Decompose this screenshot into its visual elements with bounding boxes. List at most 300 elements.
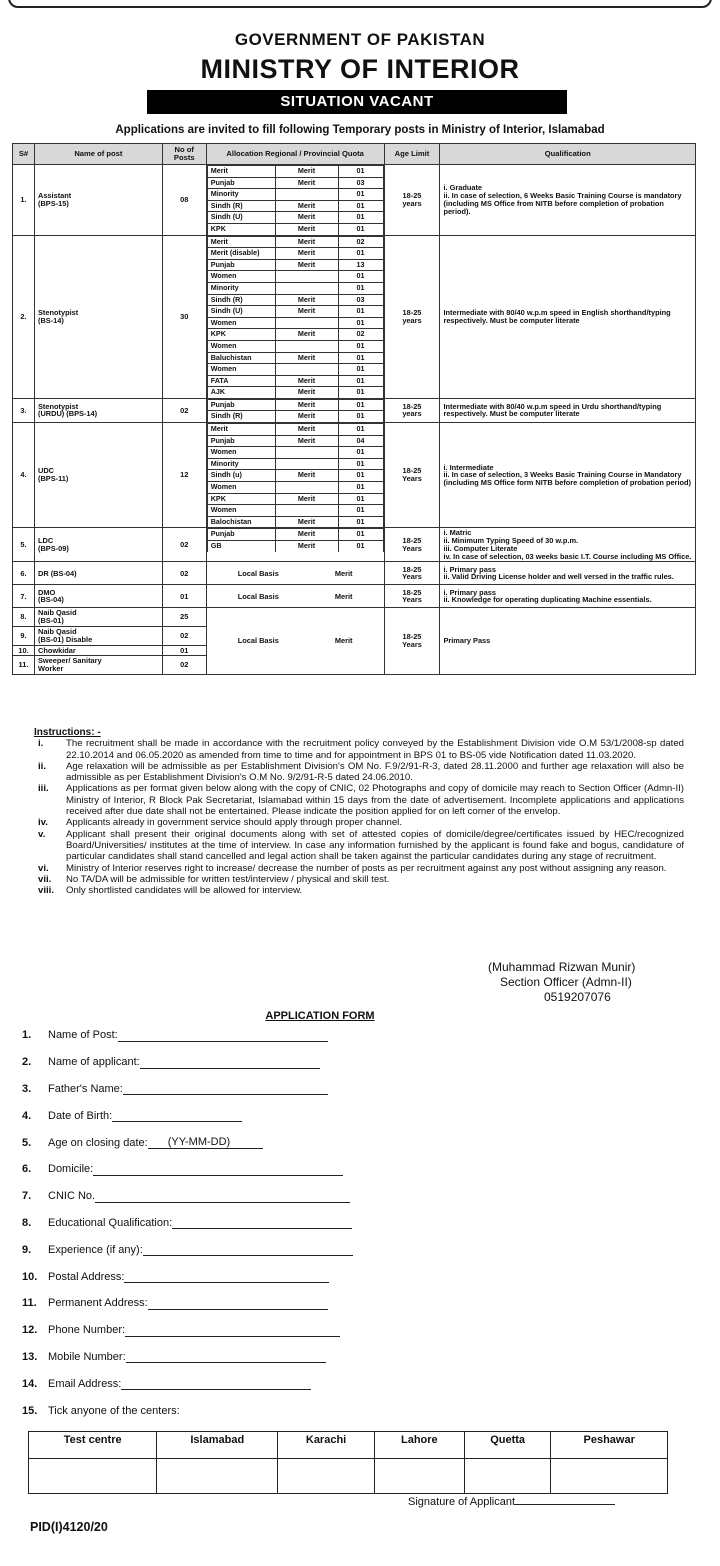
- quota-count: 01: [338, 482, 383, 494]
- form-field-number: 15.: [22, 1404, 38, 1417]
- post-name: LDC: [37, 536, 54, 546]
- qualification-list: [443, 309, 692, 325]
- instruction-text: Applicants already in government service should apply through proper channel.: [66, 817, 402, 829]
- quota-table: [207, 423, 384, 527]
- post-scale: (BS-14): [37, 315, 64, 325]
- qualification-list: [443, 184, 692, 215]
- intro-text: Applications are invited to fill following Temporary posts in Ministry of Interior, Islamabad: [115, 124, 605, 136]
- header-allocation: Allocation Regional / Provincial Quota: [206, 144, 384, 165]
- row-posts: 01: [162, 645, 206, 656]
- row-sno: 11.: [13, 656, 35, 675]
- quota-count: 03: [338, 177, 383, 189]
- row-post-name: [34, 423, 162, 528]
- quota-count: 01: [338, 541, 383, 552]
- row-allocation: [206, 528, 384, 562]
- quota-row: [207, 166, 383, 178]
- quota-row: [207, 259, 383, 271]
- header-qualification: Qualification: [440, 144, 696, 165]
- post-name: Sweeper/ Sanitary: [37, 656, 102, 666]
- table-row: [13, 423, 696, 528]
- signatory-name: (Muhammad Rizwan Munir): [488, 960, 636, 974]
- quota-table: [207, 236, 384, 398]
- form-field-label: Phone Number:: [48, 1324, 126, 1337]
- signature-label: Signature of Applicant: [408, 1496, 516, 1508]
- post-scale: (BS-04): [37, 595, 64, 605]
- form-field-input-line[interactable]: [125, 1324, 340, 1337]
- instruction-number: v.: [38, 828, 46, 840]
- quota-region: Women: [207, 482, 275, 494]
- quota-region: Minority: [207, 282, 275, 294]
- form-field-number: 12.: [22, 1324, 38, 1337]
- row-sno: 3.: [13, 398, 35, 422]
- quota-basis: Merit: [275, 166, 338, 178]
- row-age: [384, 165, 440, 236]
- quota-count: 01: [338, 189, 383, 201]
- row-age: [384, 423, 440, 528]
- post-scale: (BS-01) Disable: [37, 634, 93, 644]
- form-field-input-line[interactable]: [93, 1163, 343, 1176]
- quota-row: [207, 212, 383, 224]
- form-field-input-line[interactable]: [172, 1216, 352, 1229]
- quota-table: [207, 528, 384, 551]
- allocation-merit: Merit: [334, 636, 353, 646]
- form-field: [22, 1076, 662, 1103]
- table-row: [13, 235, 696, 398]
- quota-row: [207, 340, 383, 352]
- row-posts: 02: [162, 562, 206, 585]
- form-field: [22, 1317, 662, 1344]
- form-field-label: Age on closing date:: [48, 1136, 148, 1149]
- quota-count: 01: [338, 505, 383, 517]
- row-post-name: [34, 562, 162, 585]
- age-unit: Years: [402, 543, 422, 553]
- quota-region: Sindh (R): [207, 294, 275, 306]
- form-field-label: Domicile:: [48, 1163, 94, 1176]
- form-field-input-line[interactable]: [124, 1270, 329, 1283]
- quota-basis: Merit: [275, 329, 338, 341]
- row-post-name: [34, 528, 162, 562]
- qualification-list: [443, 589, 692, 605]
- quota-basis: Merit: [275, 516, 338, 527]
- quota-basis: Merit: [275, 424, 338, 436]
- centre-lahore[interactable]: Lahore: [374, 1432, 464, 1459]
- quota-basis: Merit: [275, 387, 338, 398]
- government-heading: GOVERNMENT OF PAKISTAN: [234, 30, 486, 49]
- form-field-label: Name of Post:: [48, 1029, 118, 1042]
- form-field-input-line[interactable]: [148, 1297, 328, 1310]
- instruction-text: The recruitment shall be made in accordance with the recruitment policy conveyed by the Establishment Division vide O.M 53/1/2008-sp dated 22.10.2014 and 06.05.2020 as amended from time to time and for appointment in BPS 01 to BS-05 vide Notification dated 11.03.2020.: [66, 738, 684, 761]
- instruction-number: viii.: [38, 885, 54, 897]
- row-sno: 7.: [13, 585, 35, 608]
- instruction-item: [34, 783, 684, 817]
- quota-count: 01: [338, 387, 383, 398]
- quota-region: AJK: [207, 387, 275, 398]
- quota-basis: Merit: [275, 411, 338, 422]
- qualification-item: ii. Knowledge for operating duplicating Machine essentials.: [443, 595, 652, 605]
- centre-islamabad[interactable]: Islamabad: [157, 1432, 278, 1459]
- form-field: [22, 1344, 662, 1371]
- quota-region: Punjab: [207, 529, 275, 541]
- quota-basis: Merit: [275, 529, 338, 541]
- form-field-input-line[interactable]: [123, 1082, 328, 1095]
- form-field: [22, 1129, 662, 1156]
- quota-basis: Merit: [275, 493, 338, 505]
- qualification-list: [443, 566, 692, 582]
- quota-row: [207, 236, 383, 248]
- quota-count: 01: [338, 271, 383, 283]
- row-age: [384, 585, 440, 608]
- instruction-number: iii.: [38, 783, 49, 795]
- quota-basis: Merit: [275, 236, 338, 248]
- form-field-label: Tick anyone of the centers:: [48, 1404, 180, 1417]
- age-unit: Years: [402, 474, 422, 484]
- quota-region: Merit: [207, 236, 275, 248]
- quota-count: 01: [338, 447, 383, 459]
- quota-basis: [275, 505, 338, 517]
- form-field: [22, 1236, 662, 1263]
- quota-row: [207, 282, 383, 294]
- form-field-number: 13.: [22, 1350, 38, 1363]
- quota-count: 01: [338, 375, 383, 387]
- quota-row: [207, 516, 383, 527]
- row-allocation: [206, 423, 384, 528]
- quota-region: Women: [207, 340, 275, 352]
- table-row: [13, 528, 696, 562]
- header-age: Age Limit: [384, 144, 440, 165]
- qualification-item: ii. Minimum Typing Speed of 30 w.p.m.: [443, 536, 579, 546]
- signatory-designation: Section Officer (Admn-II): [500, 975, 632, 989]
- quota-basis: Merit: [275, 352, 338, 364]
- row-posts: 02: [162, 528, 206, 562]
- quota-row: [207, 177, 383, 189]
- form-field-input-line[interactable]: [126, 1350, 326, 1363]
- form-field-label: Father's Name:: [48, 1082, 123, 1095]
- quota-count: 01: [338, 424, 383, 436]
- quota-row: [207, 387, 383, 398]
- post-name: Naib Qasid: [37, 627, 77, 636]
- row-post-name: [34, 627, 162, 646]
- qualification-list: [443, 464, 692, 487]
- qualification-item: ii. In case of selection, 3 Weeks Basic Training Course in Mandatory (including MS Office form NITB before completion of probation period): [443, 470, 692, 488]
- quota-region: Women: [207, 364, 275, 376]
- quota-row: [207, 505, 383, 517]
- row-qualification: [440, 423, 696, 528]
- quota-region: KPK: [207, 493, 275, 505]
- row-allocation: [206, 165, 384, 236]
- application-form-title: APPLICATION FORM: [265, 1010, 375, 1022]
- table-row: [13, 398, 696, 422]
- qualification-item: ii. Valid Driving License holder and well versed in the traffic rules.: [443, 572, 674, 582]
- quota-row: [207, 375, 383, 387]
- application-form: [22, 1022, 662, 1424]
- quota-region: Sindh (R): [207, 200, 275, 212]
- centre-tick-box[interactable]: [464, 1459, 551, 1494]
- signatory-phone: 0519207076: [544, 990, 611, 1004]
- centre-peshawar[interactable]: Peshawar: [551, 1432, 668, 1459]
- form-field-label: CNIC No.: [48, 1190, 96, 1203]
- situation-vacant-banner: SITUATION VACANT: [147, 90, 567, 114]
- age-unit: years: [402, 315, 422, 325]
- form-field-number: 1.: [22, 1029, 32, 1042]
- instruction-number: i.: [38, 738, 44, 750]
- post-scale: (BPS-15): [37, 198, 69, 208]
- row-post-name: [34, 645, 162, 656]
- quota-region: Punjab: [207, 399, 275, 411]
- post-scale: (BS-01): [37, 616, 64, 626]
- row-sno: 4.: [13, 423, 35, 528]
- post-name: Chowkidar: [37, 645, 76, 655]
- form-field-label: Experience (if any):: [48, 1243, 143, 1256]
- table-row: [13, 165, 696, 236]
- form-field-number: 11.: [22, 1297, 37, 1310]
- form-field: [22, 1210, 662, 1237]
- quota-basis: Merit: [275, 306, 338, 318]
- centre-test-centre: Test centre: [29, 1432, 157, 1459]
- quota-basis: Merit: [275, 177, 338, 189]
- form-field-label: Name of applicant:: [48, 1056, 140, 1069]
- quota-count: 01: [338, 282, 383, 294]
- row-posts: 01: [162, 585, 206, 608]
- row-post-name: [34, 235, 162, 398]
- age-range: 18-25: [402, 307, 422, 317]
- ministry-heading: MINISTRY OF INTERIOR: [200, 54, 520, 84]
- row-age: [384, 528, 440, 562]
- quota-count: 01: [338, 212, 383, 224]
- form-field-number: 3.: [22, 1082, 32, 1095]
- form-field-input-line[interactable]: [121, 1377, 311, 1390]
- quota-basis: [275, 189, 338, 201]
- quota-region: Sindh (U): [207, 212, 275, 224]
- instruction-item: [34, 817, 684, 828]
- centre-tick-box[interactable]: [374, 1459, 464, 1494]
- table-row: [13, 585, 696, 608]
- instruction-number: iv.: [38, 817, 48, 829]
- quota-row: [207, 493, 383, 505]
- quota-basis: Merit: [275, 200, 338, 212]
- age-range: 18-25: [402, 632, 422, 642]
- page-border: [8, 0, 712, 8]
- form-field-input-line[interactable]: [95, 1190, 350, 1203]
- quota-row: [207, 189, 383, 201]
- quota-count: 01: [338, 306, 383, 318]
- centre-karachi[interactable]: Karachi: [278, 1432, 375, 1459]
- form-field: [22, 1263, 662, 1290]
- post-scale: (URDU) (BPS-14): [37, 409, 98, 419]
- quota-row: [207, 317, 383, 329]
- post-name: UDC: [37, 466, 54, 476]
- instruction-text: Applicant shall present their original documents along with set of attested copies of domicile/degree/certificates issued by HEC/recognized Board/Universities/ institutes at the time of interview. In case any information furnished by the applicant is found fake and bogus, candidature of particular candidates shall stand cancelled and legal action shall be taken against the particular candidates during any stage of recruitment.: [66, 828, 684, 863]
- row-post-name: [34, 656, 162, 675]
- instruction-text: Applications as per format given below along with the copy of CNIC, 02 Photographs and copy of domicile may reach to Section Officer (Admn-II) Ministry of Interior, R Block Pak Secretariat, Islamabad within 15 days from the date of advertisement. Incomplete applications and applications received after due date shall not be entertained. Please indicate the position applied for on left corner of the envelop.: [66, 783, 684, 818]
- quota-count: 01: [338, 364, 383, 376]
- quota-count: 01: [338, 399, 383, 411]
- allocation-merit: Merit: [334, 591, 353, 601]
- row-qualification: [440, 562, 696, 585]
- quota-count: 01: [338, 470, 383, 482]
- qualification-item: iii. Computer Literate: [443, 543, 518, 553]
- quota-basis: [275, 340, 338, 352]
- row-posts: 02: [162, 656, 206, 675]
- quota-region: Minority: [207, 458, 275, 470]
- quota-region: GB: [207, 541, 275, 552]
- form-field: [22, 1102, 662, 1129]
- quota-table: [207, 399, 384, 422]
- quota-region: Sindh (R): [207, 411, 275, 422]
- qualification-item: i. Intermediate: [443, 462, 494, 472]
- quota-count: 01: [338, 317, 383, 329]
- form-field-input-line[interactable]: [112, 1109, 242, 1122]
- quota-region: Sindh (U): [207, 306, 275, 318]
- instruction-number: vi.: [38, 862, 49, 874]
- row-posts: 12: [162, 423, 206, 528]
- row-posts: 25: [162, 608, 206, 627]
- quota-basis: Merit: [275, 259, 338, 271]
- form-field: [22, 1049, 662, 1076]
- row-sno: 5.: [13, 528, 35, 562]
- quota-row: [207, 248, 383, 260]
- quota-count: 01: [338, 340, 383, 352]
- form-field-number: 6.: [22, 1163, 32, 1176]
- form-field-value[interactable]: (YY-MM-DD): [148, 1136, 263, 1149]
- quota-count: 04: [338, 435, 383, 447]
- age-range: 18-25: [402, 401, 422, 411]
- age-range: 18-25: [402, 191, 422, 201]
- centre-tick-box[interactable]: [157, 1459, 278, 1494]
- row-qualification: [440, 585, 696, 608]
- table-header-row: [13, 144, 696, 165]
- form-field-number: 8.: [22, 1216, 32, 1229]
- form-field-number: 5.: [22, 1136, 32, 1149]
- form-field-label: Mobile Number:: [48, 1350, 126, 1363]
- instructions-title: Instructions: -: [34, 727, 101, 738]
- instruction-item: [34, 738, 684, 761]
- form-field: [22, 1022, 662, 1049]
- centre-tick-box[interactable]: [278, 1459, 375, 1494]
- quota-row: [207, 529, 383, 541]
- quota-region: KPK: [207, 223, 275, 234]
- form-field-label: Educational Qualification:: [48, 1216, 173, 1229]
- quota-region: Women: [207, 447, 275, 459]
- quota-basis: [275, 271, 338, 283]
- form-field-number: 10.: [22, 1270, 38, 1283]
- test-centre-table: [28, 1431, 668, 1494]
- age-unit: Years: [402, 595, 422, 605]
- form-field-input-line[interactable]: [143, 1243, 353, 1256]
- quota-count: 01: [338, 223, 383, 234]
- row-age: [384, 235, 440, 398]
- qualification-item: i. Graduate: [443, 183, 483, 193]
- signatory-block: [488, 960, 635, 1005]
- form-field-input-line[interactable]: [140, 1056, 320, 1069]
- age-unit: years: [402, 198, 422, 208]
- quota-basis: Merit: [275, 248, 338, 260]
- quota-region: Balochistan: [207, 516, 275, 527]
- form-field: [22, 1156, 662, 1183]
- qualification-item: i. Primary pass: [443, 587, 497, 597]
- row-allocation: [206, 235, 384, 398]
- instruction-text: No TA/DA will be admissible for written test/interview / physical and skill test.: [66, 873, 390, 885]
- quota-row: [207, 411, 383, 422]
- post-scale: Worker: [37, 664, 64, 674]
- quota-row: [207, 470, 383, 482]
- instruction-text: Ministry of Interior reserves right to increase/ decrease the number of posts as per recruitment against any post without assigning any reason.: [66, 862, 667, 874]
- form-field-number: 7.: [22, 1190, 32, 1203]
- post-name: DMO: [37, 587, 56, 597]
- row-qualification: Primary Pass: [440, 608, 696, 674]
- quota-basis: Merit: [275, 470, 338, 482]
- header-sno: S#: [13, 144, 35, 165]
- row-posts: 08: [162, 165, 206, 236]
- instruction-item: [34, 829, 684, 863]
- row-allocation: [206, 585, 384, 608]
- row-posts: 30: [162, 235, 206, 398]
- quota-row: [207, 200, 383, 212]
- row-posts: 02: [162, 398, 206, 422]
- post-name: Stenotypist: [37, 307, 79, 317]
- row-sno: 8.: [13, 608, 35, 627]
- instruction-item: [34, 874, 684, 885]
- quota-region: Women: [207, 317, 275, 329]
- quota-region: Punjab: [207, 177, 275, 189]
- row-age: [384, 398, 440, 422]
- signature-of-applicant: [408, 1492, 615, 1508]
- qualification-item: Intermediate with 80/40 w.p.m speed in English shorthand/typing respectively. Must be computer literate: [443, 307, 671, 325]
- quota-row: [207, 482, 383, 494]
- quota-region: Merit: [207, 424, 275, 436]
- quota-region: Merit: [207, 166, 275, 178]
- quota-basis: [275, 282, 338, 294]
- quota-region: Women: [207, 505, 275, 517]
- quota-count: 01: [338, 493, 383, 505]
- quota-basis: Merit: [275, 399, 338, 411]
- age-unit: Years: [402, 640, 422, 650]
- centre-quetta[interactable]: Quetta: [464, 1432, 551, 1459]
- signature-line[interactable]: [515, 1492, 615, 1505]
- age-range: 18-25: [402, 536, 422, 546]
- form-field: [22, 1397, 662, 1424]
- quota-row: [207, 424, 383, 436]
- quota-basis: Merit: [275, 212, 338, 224]
- form-field-input-line[interactable]: [118, 1029, 328, 1042]
- quota-count: 03: [338, 294, 383, 306]
- header-posts: No of Posts: [162, 144, 206, 165]
- quota-basis: Merit: [275, 223, 338, 234]
- header-name: Name of post: [34, 144, 162, 165]
- quota-count: 02: [338, 236, 383, 248]
- quota-basis: [275, 447, 338, 459]
- qualification-item: Intermediate with 80/40 w.p.m speed in Urdu shorthand/typing respectively. Must be computer literate: [443, 401, 662, 419]
- table-row: [13, 608, 696, 627]
- quota-region: Punjab: [207, 435, 275, 447]
- quota-basis: Merit: [275, 375, 338, 387]
- post-name: Assistant: [37, 191, 72, 201]
- quota-basis: Merit: [275, 541, 338, 552]
- allocation-local: Local Basis: [237, 568, 279, 578]
- qualification-item: iv. In case of selection, 03 weeks basic I.T. Course including MS Office.: [443, 551, 692, 561]
- quota-region: Women: [207, 271, 275, 283]
- quota-count: 01: [338, 411, 383, 422]
- quota-table: [207, 165, 384, 235]
- form-field-number: 9.: [22, 1243, 32, 1256]
- quota-row: [207, 329, 383, 341]
- row-allocation: [206, 398, 384, 422]
- centre-tick-box[interactable]: [551, 1459, 668, 1494]
- quota-region: Minority: [207, 189, 275, 201]
- quota-count: 02: [338, 329, 383, 341]
- pid-number: PID(I)4120/20: [30, 1520, 108, 1534]
- quota-row: [207, 306, 383, 318]
- age-range: 18-25: [402, 587, 422, 597]
